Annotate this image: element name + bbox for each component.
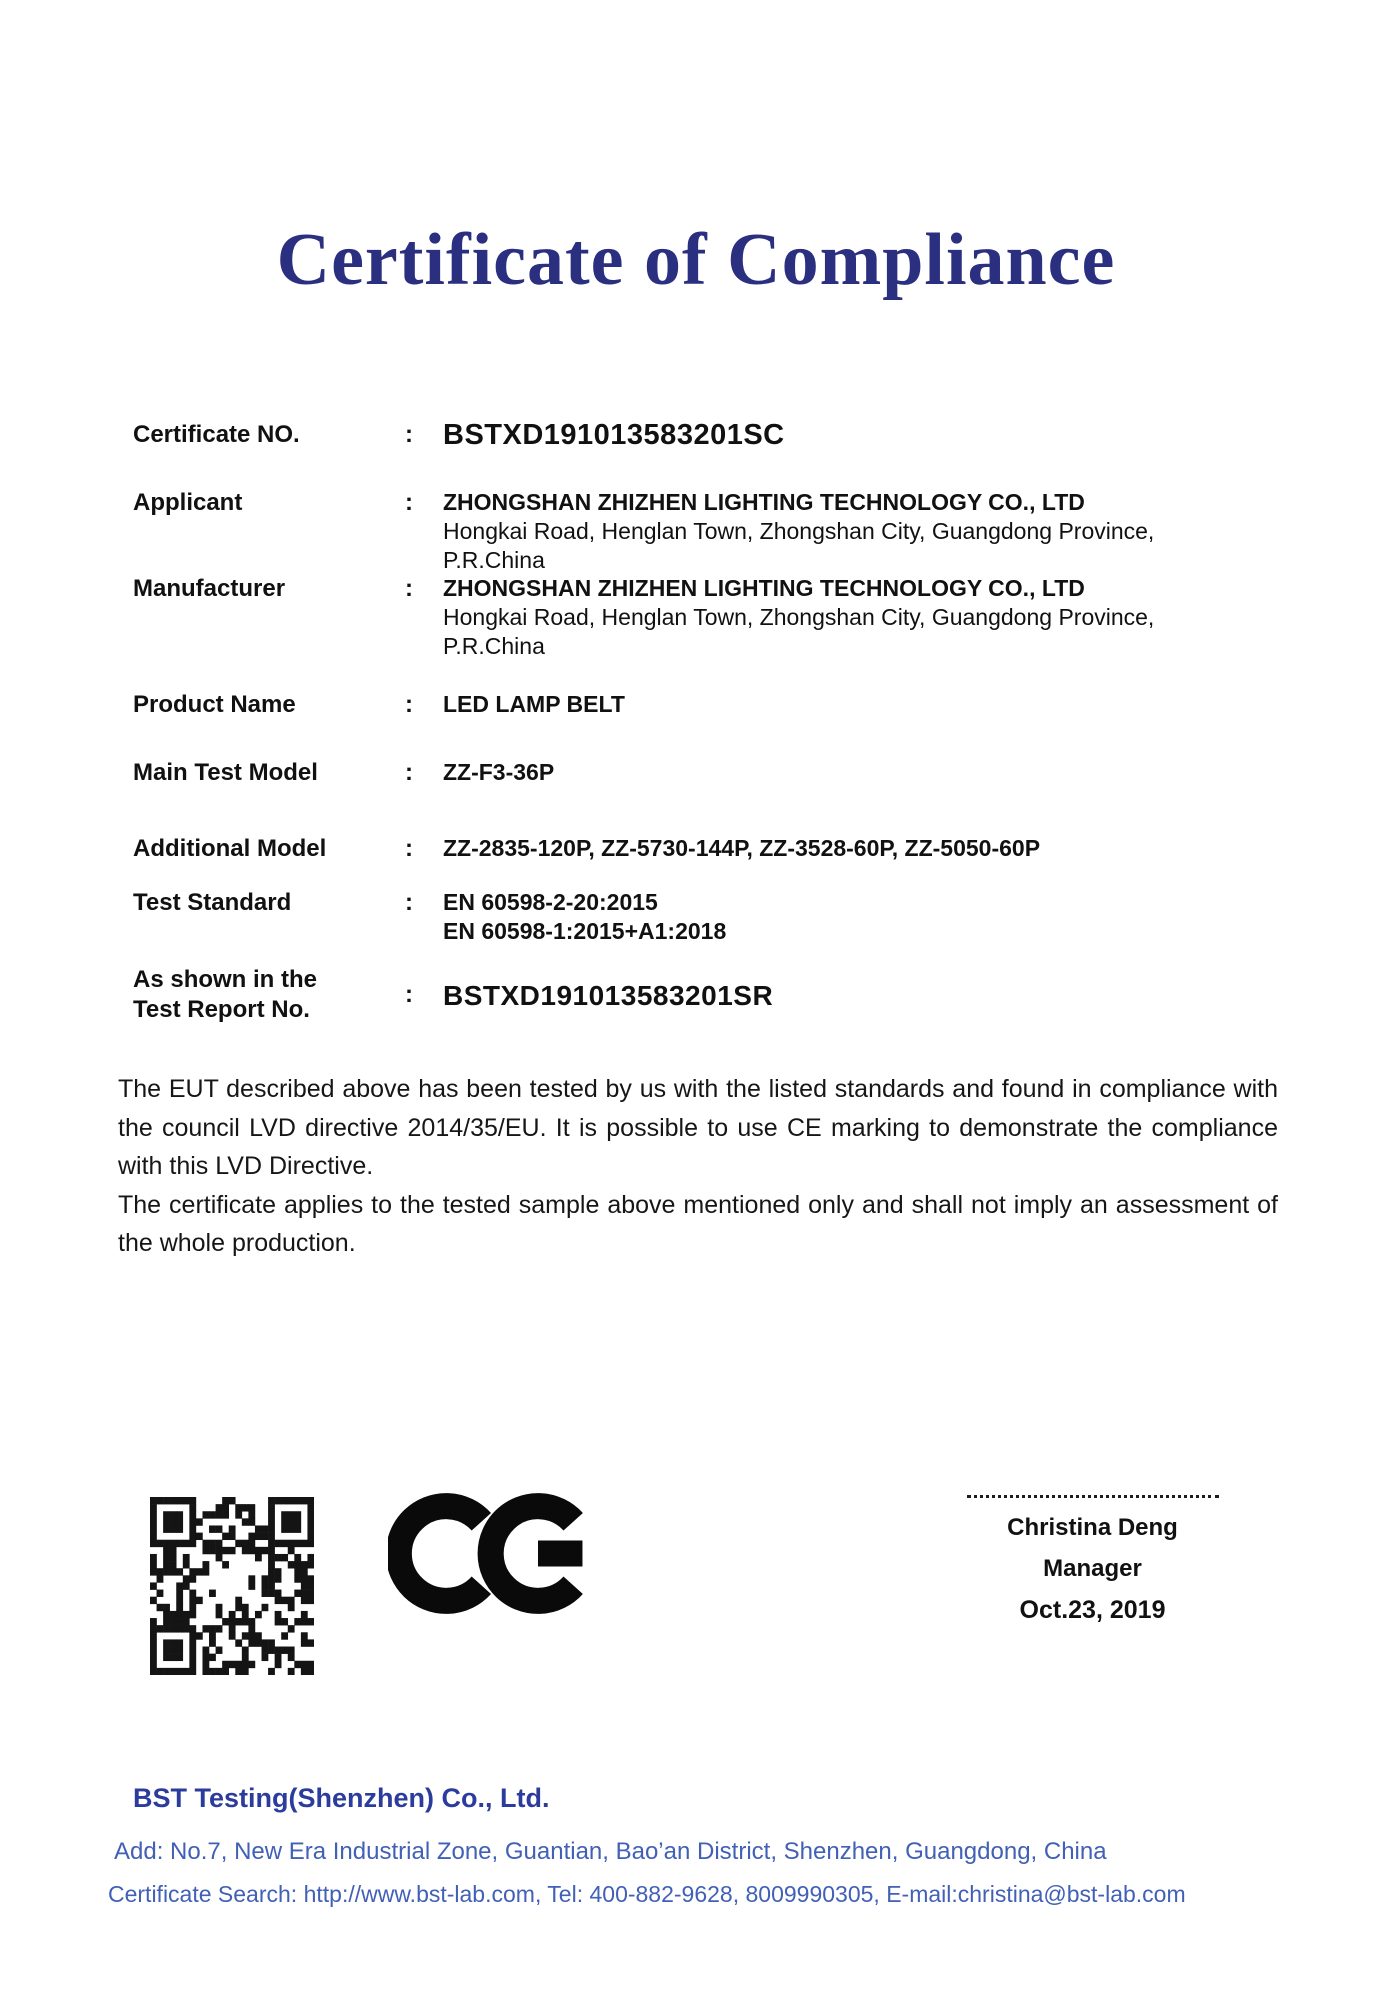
test-report-label-line2: Test Report No. bbox=[133, 996, 310, 1023]
field-row-certificate-no bbox=[133, 420, 1283, 450]
certificate-no-value: BSTXD191013583201SC bbox=[443, 419, 785, 451]
footer-company-name: BST Testing(Shenzhen) Co., Ltd. bbox=[133, 1783, 550, 1813]
manufacturer-address-line1: Hongkai Road, Henglan Town, Zhongshan City, Guangdong Province, bbox=[443, 604, 1155, 630]
statement-paragraph-1: The EUT described above has been tested by us with the listed standards and found in compliance with the council LVD directive 2014/35/EU. It is possible to use CE marking to demonstrate the compliance with this LVD Directive. bbox=[118, 1075, 1278, 1180]
field-row-applicant bbox=[133, 488, 1283, 575]
colon-separator: : bbox=[405, 981, 413, 1008]
test-report-label-line1: As shown in the bbox=[133, 966, 318, 993]
field-row-test-report bbox=[133, 965, 1283, 1025]
certificate-no-label: Certificate NO. bbox=[133, 421, 300, 448]
applicant-address-line1: Hongkai Road, Henglan Town, Zhongshan City, Guangdong Province, bbox=[443, 518, 1155, 544]
signer-role: Manager bbox=[1043, 1555, 1142, 1582]
field-row-manufacturer bbox=[133, 574, 1283, 661]
test-standard-value bbox=[443, 888, 726, 946]
colon-separator: : bbox=[405, 489, 413, 516]
statement-text bbox=[118, 1070, 1278, 1263]
signature-block bbox=[950, 1495, 1235, 1625]
qr-code bbox=[150, 1497, 314, 1675]
additional-model-value: ZZ-2835-120P, ZZ-5730-144P, ZZ-3528-60P, ZZ-5050-60P bbox=[443, 835, 1041, 861]
field-row-product-name bbox=[133, 690, 1283, 720]
product-name-label: Product Name bbox=[133, 691, 296, 718]
statement-paragraph-2: The certificate applies to the tested sample above mentioned only and shall not imply an assessment of the whole production. bbox=[118, 1190, 1278, 1257]
colon-separator: : bbox=[405, 835, 413, 862]
main-test-model-value: ZZ-F3-36P bbox=[443, 759, 555, 785]
footer-address: Add: No.7, New Era Industrial Zone, Guantian, Bao’an District, Shenzhen, Guangdong, China bbox=[114, 1838, 1107, 1865]
signature-date: Oct.23, 2019 bbox=[1019, 1596, 1166, 1624]
manufacturer-value bbox=[443, 574, 1154, 661]
test-report-label bbox=[133, 965, 405, 1025]
additional-model-label: Additional Model bbox=[133, 835, 327, 862]
test-standard-line2: EN 60598-1:2015+A1:2018 bbox=[443, 918, 727, 944]
footer-contact: Certificate Search: http://www.bst-lab.com, Tel: 400-882-9628, 8009990305, E-mail:christina@bst-lab.com bbox=[108, 1881, 1186, 1907]
applicant-address-line2: P.R.China bbox=[443, 547, 545, 573]
manufacturer-company: ZHONGSHAN ZHIZHEN LIGHTING TECHNOLOGY CO., LTD bbox=[443, 575, 1085, 601]
test-standard-line1: EN 60598-2-20:2015 bbox=[443, 889, 658, 915]
colon-separator: : bbox=[405, 759, 413, 786]
signature-dotted-line bbox=[967, 1495, 1219, 1498]
colon-separator: : bbox=[405, 691, 413, 718]
field-row-additional-model bbox=[133, 834, 1283, 864]
applicant-value bbox=[443, 488, 1154, 575]
colon-separator: : bbox=[405, 421, 413, 448]
applicant-label: Applicant bbox=[133, 489, 243, 516]
colon-separator: : bbox=[405, 889, 413, 916]
applicant-company: ZHONGSHAN ZHIZHEN LIGHTING TECHNOLOGY CO., LTD bbox=[443, 489, 1085, 515]
product-name-value: LED LAMP BELT bbox=[443, 691, 625, 717]
field-row-main-test-model bbox=[133, 758, 1283, 788]
colon-separator: : bbox=[405, 575, 413, 602]
main-test-model-label: Main Test Model bbox=[133, 759, 318, 786]
test-standard-label: Test Standard bbox=[133, 889, 292, 916]
manufacturer-label: Manufacturer bbox=[133, 575, 286, 602]
manufacturer-address-line2: P.R.China bbox=[443, 633, 545, 659]
page-title: Certificate of Compliance bbox=[276, 219, 1116, 301]
test-report-value: BSTXD191013583201SR bbox=[443, 979, 774, 1011]
signer-name: Christina Deng bbox=[1007, 1514, 1178, 1541]
ce-mark-icon bbox=[388, 1481, 601, 1626]
ce-letter-c bbox=[399, 1506, 482, 1601]
field-row-test-standard bbox=[133, 888, 1283, 946]
